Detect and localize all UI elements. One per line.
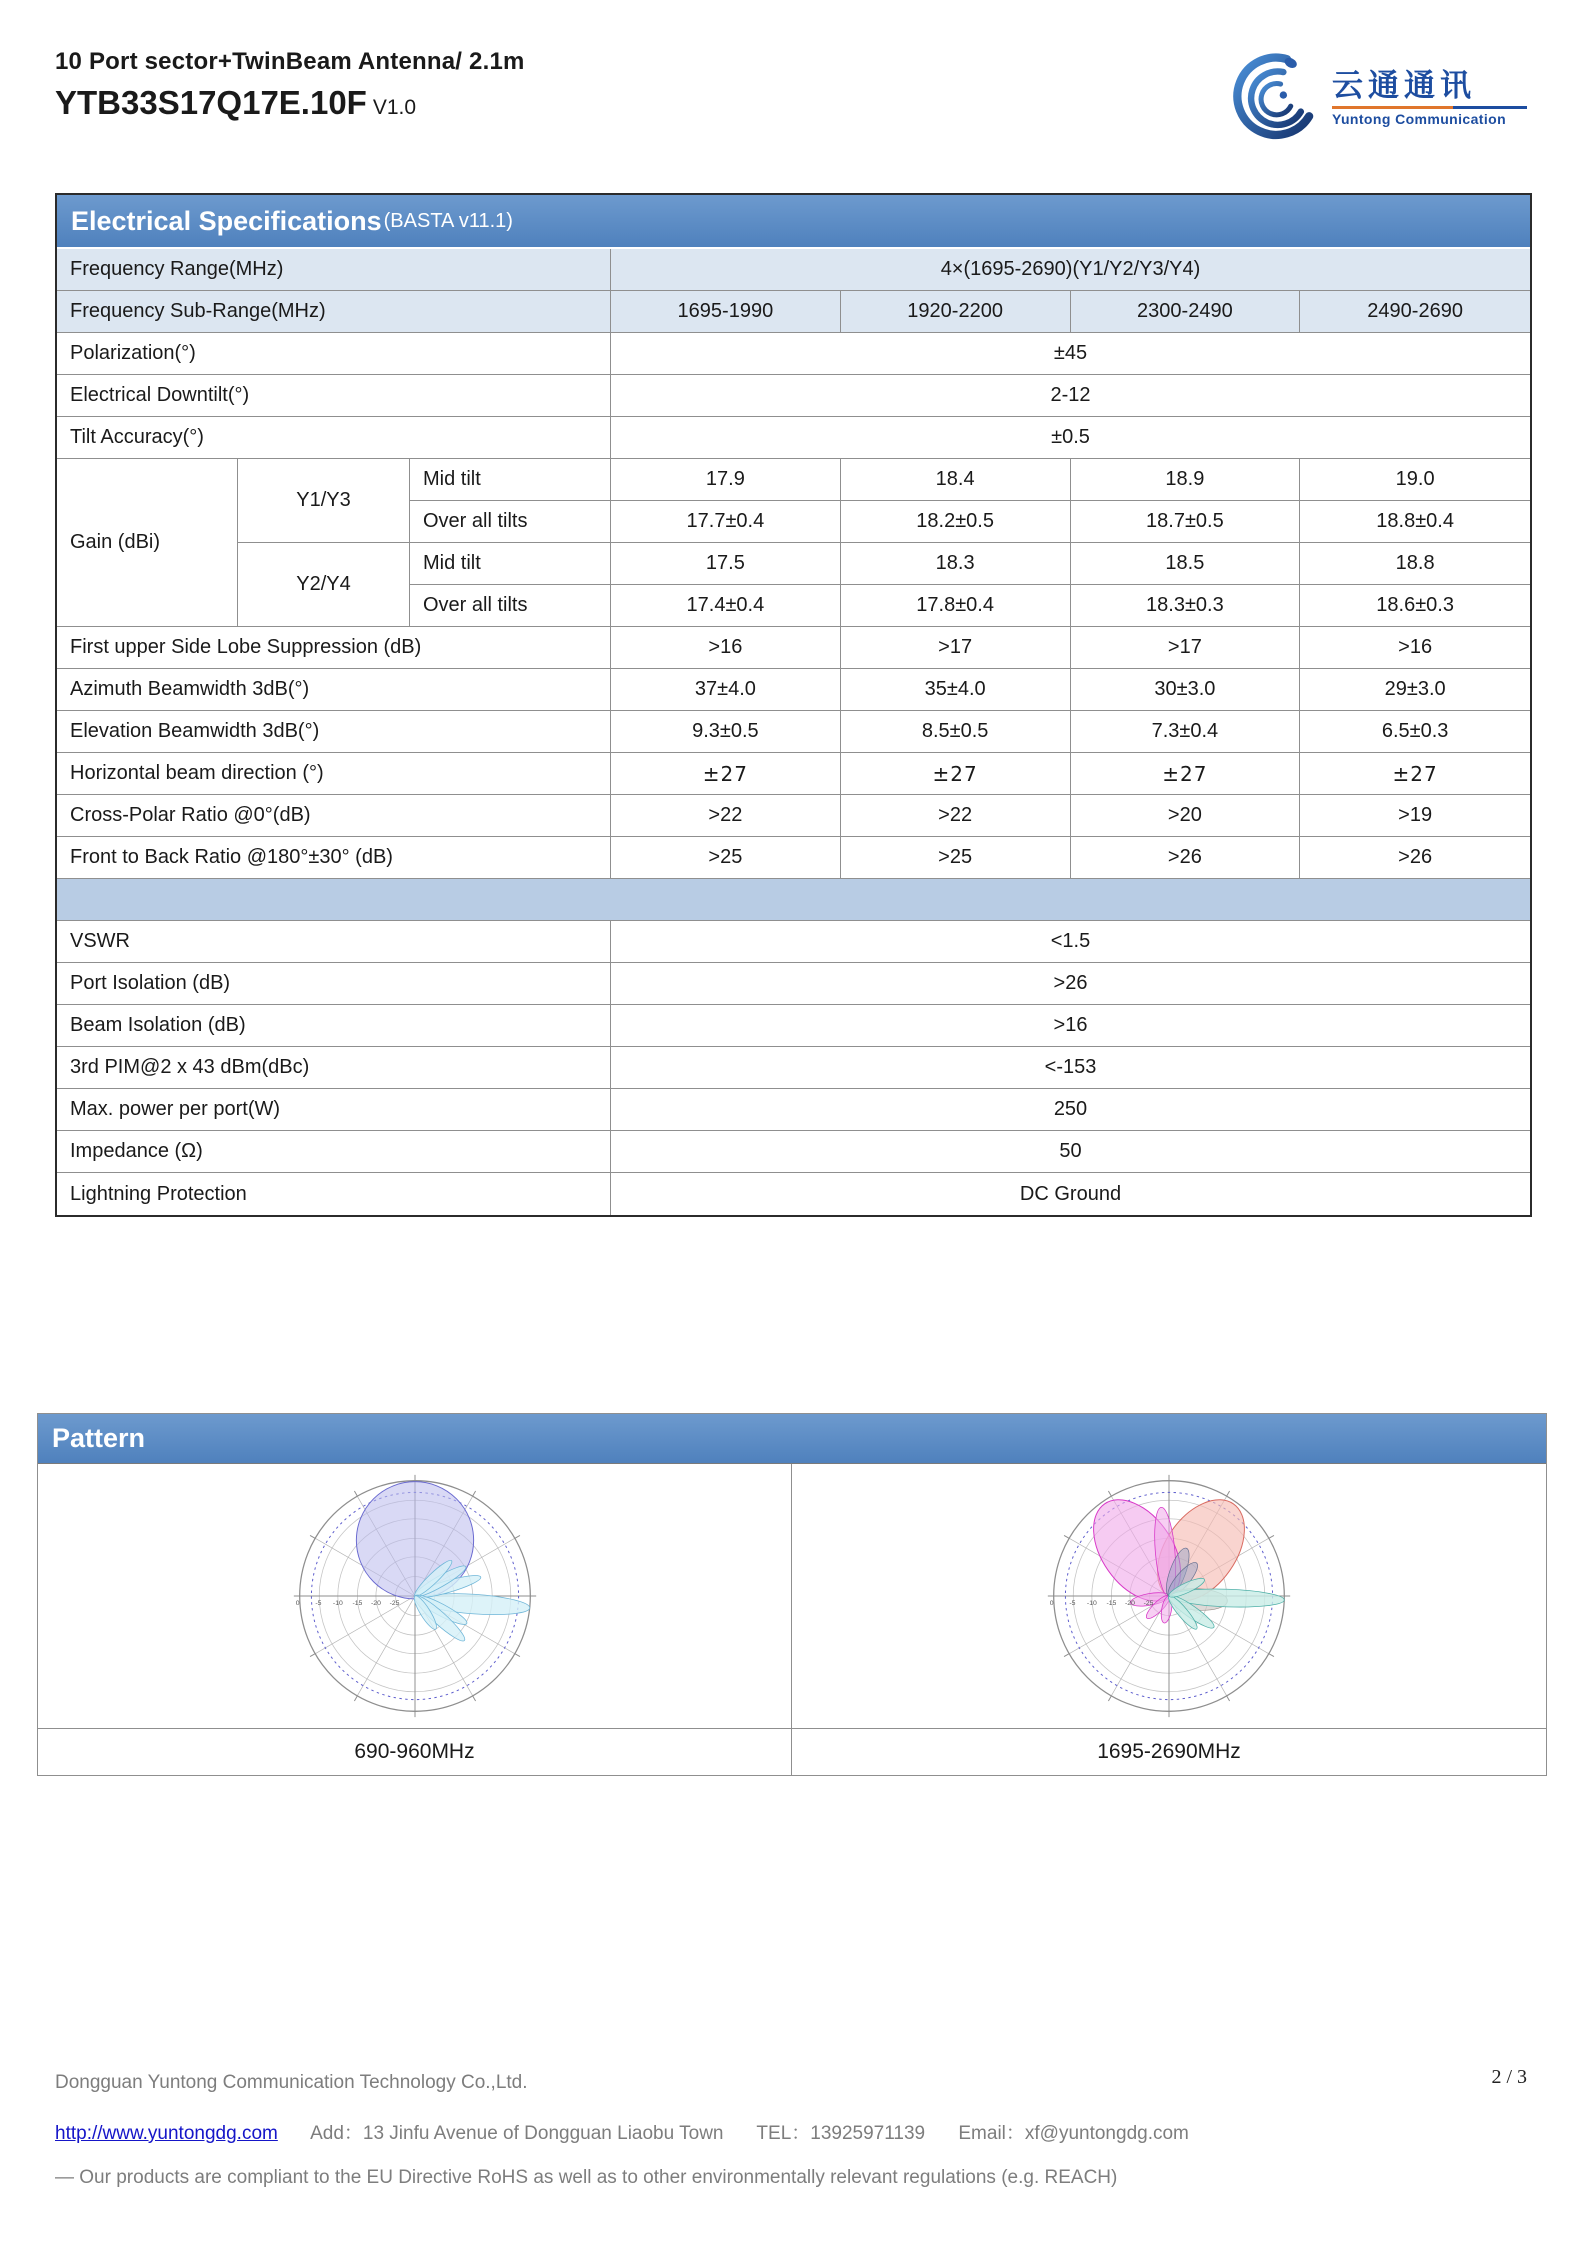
gain-tilt-label: Over all tilts [410,585,611,627]
band-value: 8.5±0.5 [841,711,1071,753]
polar-chart-high-band [792,1464,1546,1728]
section-subtitle: (BASTA v11.1) [383,209,513,232]
band-value: 1695-1990 [611,291,841,333]
band-value: >16 [1300,627,1530,669]
band-value: >17 [841,627,1071,669]
band-value: >20 [1071,795,1301,837]
pattern-charts [38,1464,1546,1728]
row-label: Lightning Protection [57,1173,611,1215]
gain-value: 18.5 [1071,543,1301,585]
gain-ports-label: Y2/Y4 [238,543,410,627]
db-tick-label: 0 [295,1599,300,1607]
band-value: 6.5±0.3 [1300,711,1530,753]
row-label: Frequency Range(MHz) [57,249,611,291]
electrical-specifications-table [55,193,1532,1217]
footer-email: Email：xf@yuntongdg.com [958,2123,1189,2144]
row-value: >26 [611,963,1530,1005]
gain-value: 18.8±0.4 [1300,501,1530,543]
footer-address: Add：13 Jinfu Avenue of Dongguan Liaobu Town [310,2123,724,2144]
row-label: Front to Back Ratio @180°±30° (dB) [57,837,611,879]
row-label: 3rd PIM@2 x 43 dBm(dBc) [57,1047,611,1089]
row-value: >16 [611,1005,1530,1047]
gain-value: 18.3±0.3 [1071,585,1301,627]
row-label: Max. power per port(W) [57,1089,611,1131]
db-tick-label: -25 [1143,1599,1154,1607]
row-label: Azimuth Beamwidth 3dB(°) [57,669,611,711]
row-value: ±0.5 [611,417,1530,459]
band-value: >25 [841,837,1071,879]
band-value: >26 [1071,837,1301,879]
band-value: 7.3±0.4 [1071,711,1301,753]
section-title: Electrical Specifications [71,205,382,236]
product-line-title: 10 Port sector+TwinBeam Antenna/ 2.1m [55,48,525,75]
band-value: >22 [841,795,1071,837]
row-label: Horizontal beam direction (°) [57,753,611,795]
gain-value: 17.4±0.4 [611,585,841,627]
pattern-title: Pattern [52,1423,146,1453]
pattern-section [37,1413,1547,1776]
band-value: 9.3±0.5 [611,711,841,753]
logo-cn-text: 云通通讯 [1332,68,1476,104]
db-tick-label: -20 [1125,1599,1135,1607]
spec-grid [57,249,1530,1215]
band-value: 29±3.0 [1300,669,1530,711]
band-value: >19 [1300,795,1530,837]
db-tick-label: -10 [332,1599,343,1607]
band-value: 37±4.0 [611,669,841,711]
gain-value: 18.8 [1300,543,1530,585]
chart-caption-low-band: 690-960MHz [38,1729,792,1775]
row-label: Polarization(°) [57,333,611,375]
row-value: <-153 [611,1047,1530,1089]
band-value: >16 [611,627,841,669]
band-value: >25 [611,837,841,879]
gain-ports-label: Y1/Y3 [238,459,410,543]
logo-en-text: Yuntong Communication [1332,110,1507,127]
row-value: ±45 [611,333,1530,375]
gain-label: Gain (dBi) [57,459,238,627]
band-value: >22 [611,795,841,837]
gain-tilt-label: Mid tilt [410,543,611,585]
footer-compliance: — Our products are compliant to the EU Directive RoHS as well as to other environmentally relevant regulations (e.g. REACH) [55,2167,1118,2188]
db-tick-label: -5 [1069,1599,1076,1607]
band-value: >17 [1071,627,1301,669]
page-number: 2 / 3 [1491,2066,1527,2088]
row-label: Electrical Downtilt(°) [57,375,611,417]
gain-value: 18.2±0.5 [841,501,1071,543]
db-tick-label: -5 [314,1599,321,1607]
chart-caption-high-band: 1695-2690MHz [1097,1740,1241,1763]
row-value: 2-12 [611,375,1530,417]
row-value: 4×(1695-2690)(Y1/Y2/Y3/Y4) [611,249,1530,291]
separator-band [57,879,1530,921]
db-tick-label: -20 [370,1599,381,1607]
row-label: First upper Side Lobe Suppression (dB) [57,627,611,669]
band-value: 2300-2490 [1071,291,1301,333]
model-text: YTB33S17Q17E.10F [55,84,367,121]
row-label: VSWR [57,921,611,963]
pattern-captions [38,1728,1546,1775]
row-label: Cross-Polar Ratio @0°(dB) [57,795,611,837]
row-value: 50 [611,1131,1530,1173]
db-tick-label: -15 [351,1599,362,1607]
gain-value: 18.6±0.3 [1300,585,1530,627]
electrical-specifications-header [57,195,1530,249]
row-value: 250 [611,1089,1530,1131]
gain-value: 17.9 [611,459,841,501]
band-value: ±27 [611,753,841,795]
logo-wordmark [1332,70,1527,127]
row-label: Elevation Beamwidth 3dB(°) [57,711,611,753]
gain-tilt-label: Mid tilt [410,459,611,501]
row-value: DC Ground [611,1173,1530,1215]
gain-value: 17.8±0.4 [841,585,1071,627]
gain-value: 18.7±0.5 [1071,501,1301,543]
db-tick-label: -25 [389,1599,399,1607]
band-value: 30±3.0 [1071,669,1301,711]
logo-accent-rule [1332,106,1527,109]
website-link[interactable]: http://www.yuntongdg.com [55,2123,278,2144]
polar-chart-low-band [38,1464,792,1728]
gain-value: 18.3 [841,543,1071,585]
band-value: ±27 [1300,753,1530,795]
gain-value: 19.0 [1300,459,1530,501]
footer-contact-line [55,2118,1532,2145]
db-tick-label: 0 [1049,1599,1054,1607]
row-value: <1.5 [611,921,1530,963]
band-value: 1920-2200 [841,291,1071,333]
row-label: Frequency Sub-Range(MHz) [57,291,611,333]
company-logo [1230,50,1527,147]
logo-swirl-icon [1230,50,1322,147]
gain-value: 17.5 [611,543,841,585]
band-value: 35±4.0 [841,669,1071,711]
band-value: 2490-2690 [1300,291,1530,333]
page-footer [55,2072,1532,2189]
gain-value: 18.9 [1071,459,1301,501]
db-tick-label: -10 [1086,1599,1097,1607]
band-value: ±27 [841,753,1071,795]
band-value: >26 [1300,837,1530,879]
row-label: Tilt Accuracy(°) [57,417,611,459]
pattern-header [38,1414,1546,1464]
footer-company: Dongguan Yuntong Communication Technology Co.,Ltd. [55,2072,528,2093]
gain-value: 17.7±0.4 [611,501,841,543]
db-tick-label: -15 [1106,1599,1117,1607]
band-value: ±27 [1071,753,1301,795]
row-label: Beam Isolation (dB) [57,1005,611,1047]
row-label: Port Isolation (dB) [57,963,611,1005]
version-text: V1.0 [372,96,417,119]
page-header [55,48,1532,127]
footer-tel: TEL：13925971139 [756,2123,926,2144]
gain-tilt-label: Over all tilts [410,501,611,543]
gain-value: 18.4 [841,459,1071,501]
row-label: Impedance (Ω) [57,1131,611,1173]
